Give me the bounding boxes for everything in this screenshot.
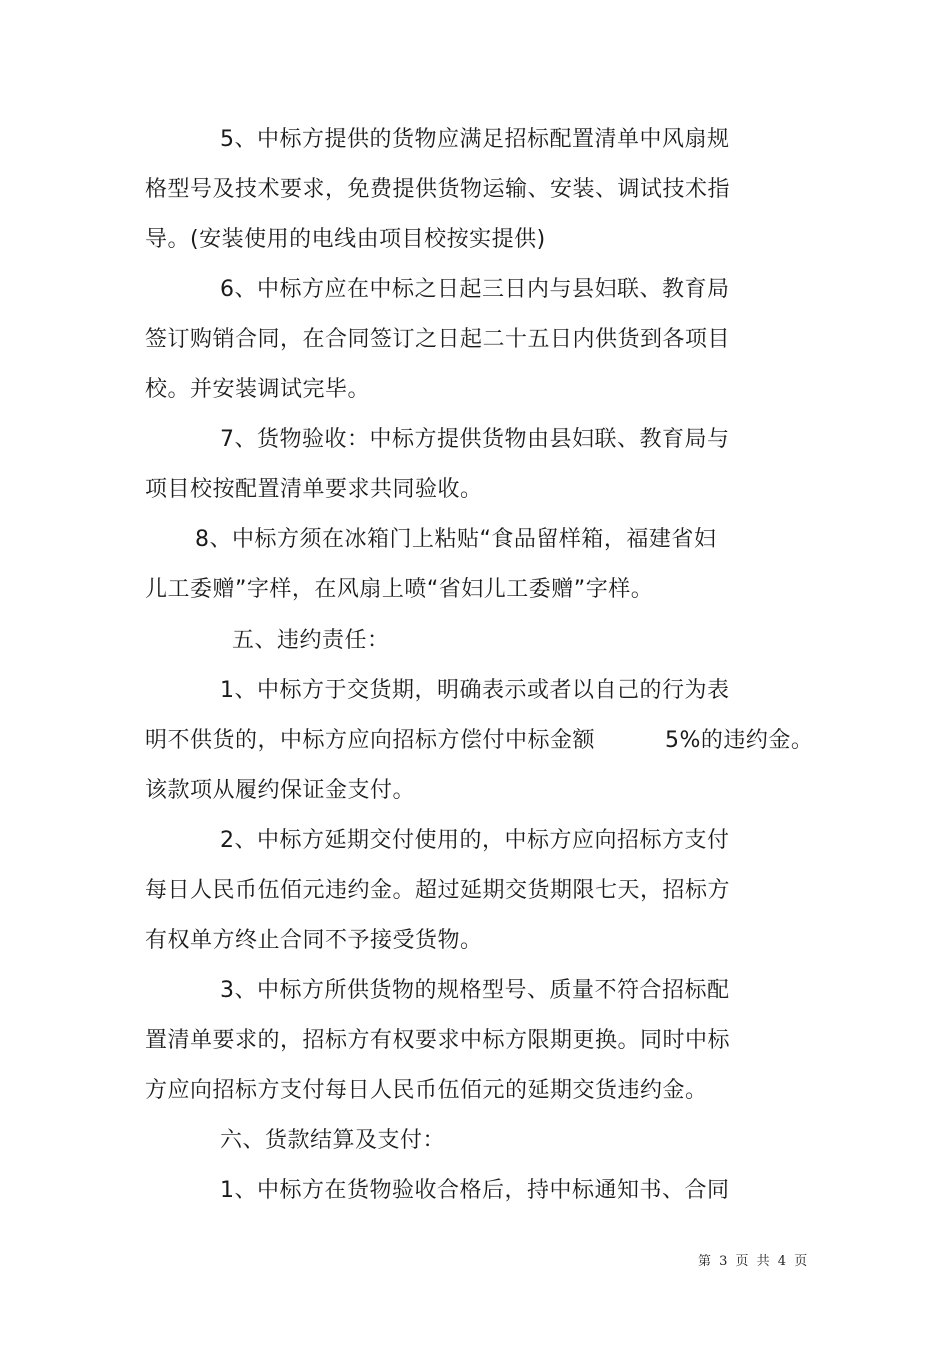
text-line: 6、中标方应在中标之日起三日内与县妇联、教育局 (220, 277, 730, 302)
text-line-fragment: 5%的违约金。 (665, 728, 814, 753)
text-line: 导。(安装使用的电线由项目校按实提供) (145, 227, 546, 252)
page-number-footer: 第 3 页 共 4 页 (698, 1254, 810, 1269)
text-line: 有权单方终止合同不予接受货物。 (145, 928, 483, 953)
text-line: 1、中标方于交货期，明确表示或者以自己的行为表 (220, 678, 730, 703)
text-line: 校。并安装调试完毕。 (145, 377, 371, 402)
text-line: 格型号及技术要求，免费提供货物运输、安装、调试技术指 (145, 177, 731, 202)
text-line: 3、中标方所供货物的规格型号、质量不符合招标配 (220, 978, 730, 1003)
text-line: 1、中标方在货物验收合格后，持中标通知书、合同 (220, 1178, 730, 1203)
text-line: 置清单要求的，招标方有权要求中标方限期更换。同时中标 (145, 1028, 731, 1053)
text-line: 儿工委赠”字样，在风扇上喷“省妇儿工委赠”字样。 (145, 577, 654, 602)
section-heading: 六、货款结算及支付： (220, 1128, 446, 1153)
text-line: 明不供货的，中标方应向招标方偿付中标金额 (145, 728, 596, 753)
text-line: 签订购销合同，在合同签订之日起二十五日内供货到各项目 (145, 327, 731, 352)
text-line: 5、中标方提供的货物应满足招标配置清单中风扇规 (220, 127, 730, 152)
text-line: 方应向招标方支付每日人民币伍佰元的延期交货违约金。 (145, 1078, 708, 1103)
text-line: 每日人民币伍佰元违约金。超过延期交货期限七天，招标方 (145, 878, 731, 903)
text-line: 7、货物验收：中标方提供货物由县妇联、教育局与 (220, 427, 730, 452)
text-line: 8、中标方须在冰箱门上粘贴“食品留样箱，福建省妇 (195, 527, 717, 552)
text-line: 2、中标方延期交付使用的，中标方应向招标方支付 (220, 828, 730, 853)
text-line: 项目校按配置清单要求共同验收。 (145, 477, 483, 502)
section-heading: 五、违约责任： (232, 628, 390, 653)
text-line: 该款项从履约保证金支付。 (145, 778, 416, 803)
